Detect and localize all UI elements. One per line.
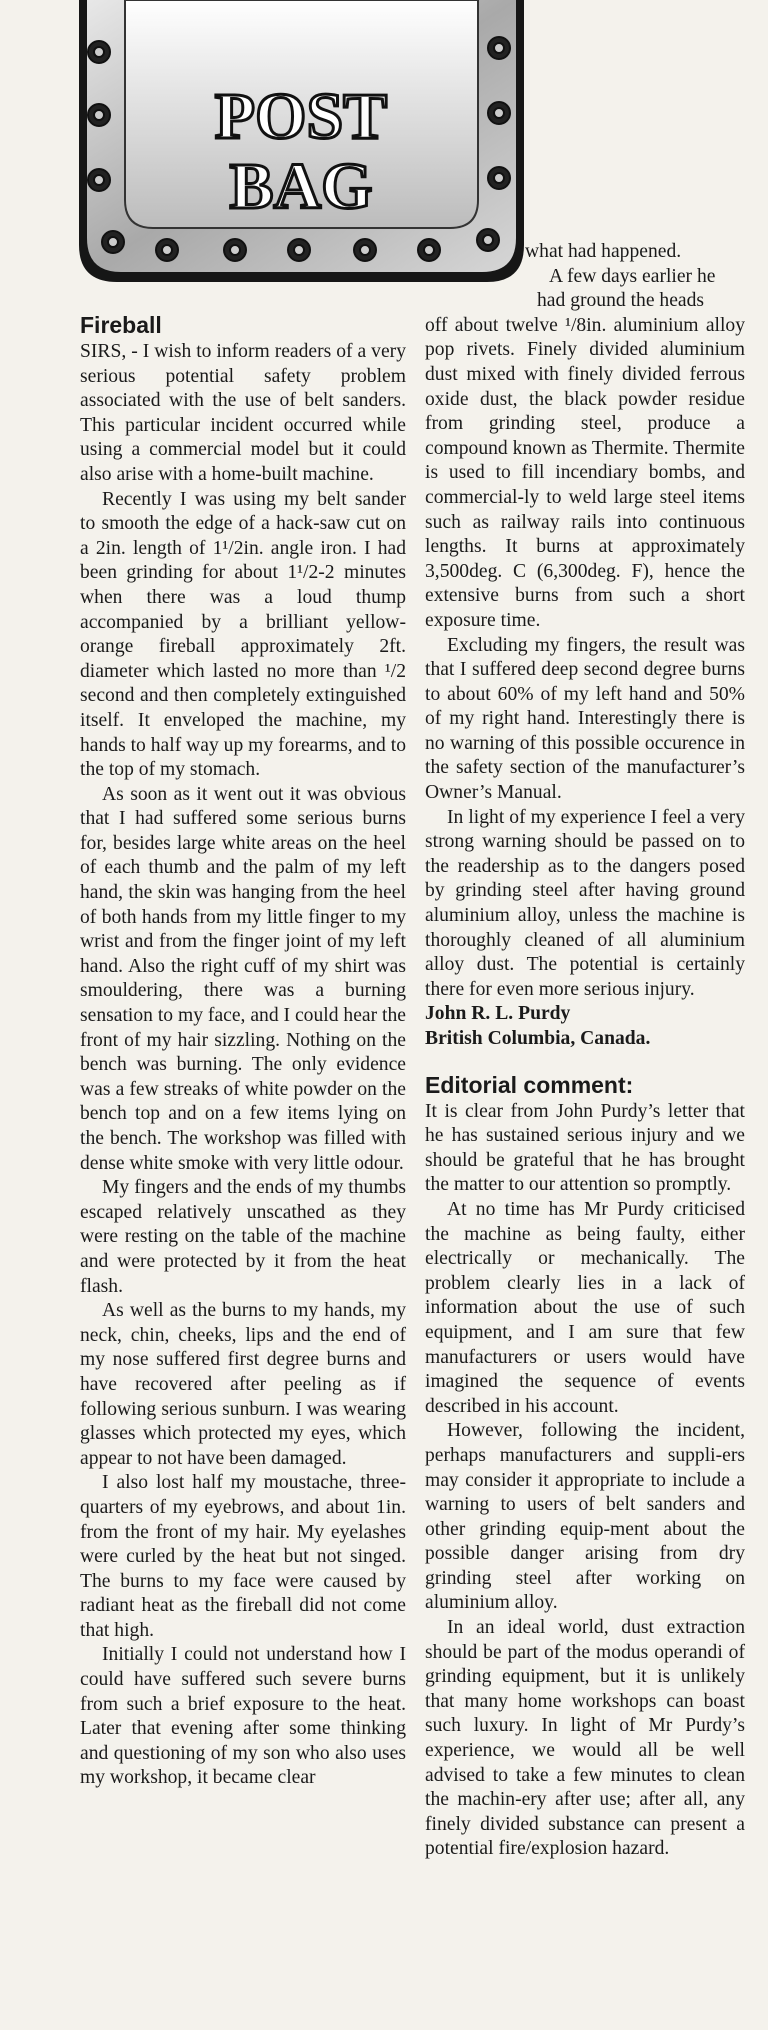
paragraph: In an ideal world, dust extraction should be part of the modus operandi of grinding equipment, but it is unlikely that many home workshops can boast such luxury. In light of Mr Purdy’s experience, we would all be well advised to take a few minutes to clean the machin-ery after use; after all, any finely divided substance can present a potential fire/explosion hazard. — [425, 1617, 745, 1860]
text-line: A few days earlier he — [549, 265, 716, 287]
paragraph: Excluding my fingers, the result was that I suffered deep second degree burns to about 60% of my left hand and 50% of my right hand. Interestingly there is no warning of this possible occurence in the safety section of the manufacturer’s Owner’s Manual. — [425, 634, 745, 804]
paragraph: Initially I could not understand how I could have suffered such severe burns from such a brief exposure to the heat. Later that evening after some thinking and questioning of my son who also uses my workshop, it became clear — [80, 1644, 406, 1789]
paragraph: As soon as it went out it was obvious that I had suffered some serious burns for, besides large white areas on the heel of each thumb and the palm of my left hand, the skin was hanging from the heel of both hands from my little finger to my wrist and from the finger joint of my left hand. Also the right cuff of my shirt was smouldering, there was a burning sensation to my face, and I could hear the front of my hair sizzling. Nothing on the bench was burning. The only evidence was a few streaks of white powder on the bench top and on a few items lying on the bench. The workshop was filled with dense white smoke with very little odour. — [80, 783, 406, 1174]
paragraph: However, following the incident, perhaps manufacturers and suppli-ers may consider it appropriate to include a warning to users of belt sanders and other grinding equip-ment about the possible danger arising from dry grinding steel after working on aluminium alloy. — [425, 1420, 745, 1614]
right-column — [425, 0, 745, 1862]
paragraph: As well as the burns to my hands, my neck, chin, cheeks, lips and the end of my nose suffered first degree burns and have recovered after peeling as if following serious sunburn. I was wearing glasses which protected my eyes, which appear to not have been damaged. — [80, 1300, 406, 1469]
signature-name: John R. L. Purdy — [425, 1003, 571, 1025]
header-line2: BAG — [229, 150, 373, 223]
text-line: had ground the heads — [537, 290, 705, 312]
paragraph: My fingers and the ends of my thumbs escaped relatively unscathed as they were resting on the table of the machine and were protected by it from the heat flash. — [80, 1177, 406, 1297]
paragraph: Recently I was using my belt sander to smooth the edge of a hack-saw cut on a 2in. length of 1¹/2in. angle iron. I had been grinding for about 1¹/2-2 minutes when there was a loud thump accompanied by a brilliant yellow-orange fireball approximately 2ft. diameter which lasted no more than ¹/2 second and then completely extinguished itself. It enveloped the machine, my hands to half way up my forearms, and to the top of my stomach. — [80, 488, 406, 781]
editorial-heading: Editorial comment: — [425, 1071, 634, 1098]
paragraph: At no time has Mr Purdy criticised the machine as being faulty, either electrically or mechanically. The problem clearly lies in a lack of information about the use of such equipment, and I am sure that few manufacturers or users would have imagined the sequence of events described in his account. — [425, 1198, 745, 1417]
header-line1: POST — [214, 80, 388, 153]
text-line: what had happened. — [525, 241, 682, 262]
paragraph: It is clear from John Purdy’s letter that he has sustained serious injury and we should be grateful that he has brought the matter to our attention so promptly. — [425, 1100, 745, 1196]
signature-place: British Columbia, Canada. — [425, 1028, 651, 1049]
paragraph: I also lost half my moustache, three-quarters of my eyebrows, and about 1in. from the front of my hair. My eyelashes were curled by the heat but not singed. The burns to my face were caused by radiant heat as the fireball did not come that high. — [80, 1472, 406, 1641]
paragraph: SIRS, - I wish to inform readers of a very serious potential safety problem associated with the use of belt sanders. This particular incident occurred while using a commercial model but it could also arise with a home-built machine. — [80, 341, 406, 485]
left-column — [80, 312, 406, 1791]
paragraph: off about twelve ¹/8in. aluminium alloy pop rivets. Finely divided aluminium dust mixed with finely divided ferrous oxide dust, the black powder residue from grinding steel, produce a compound known as Thermite. Thermite is used to fill incendiary bombs, and commercial-ly to weld large steel items such as railway rails into continuous lengths. It burns at approximately 3,500deg. C (6,300deg. F), hence the extensive burns from such a short exposure time. — [425, 314, 745, 631]
article-heading: Fireball — [80, 312, 162, 338]
paragraph: In light of my experience I feel a very strong warning should be passed on to the readership as to the dangers posed by grinding steel after having ground aluminium alloy, unless the machine is thoroughly cleaned of all aluminium alloy dust. The potential is certainly there for even more serious injury. — [425, 806, 745, 1000]
